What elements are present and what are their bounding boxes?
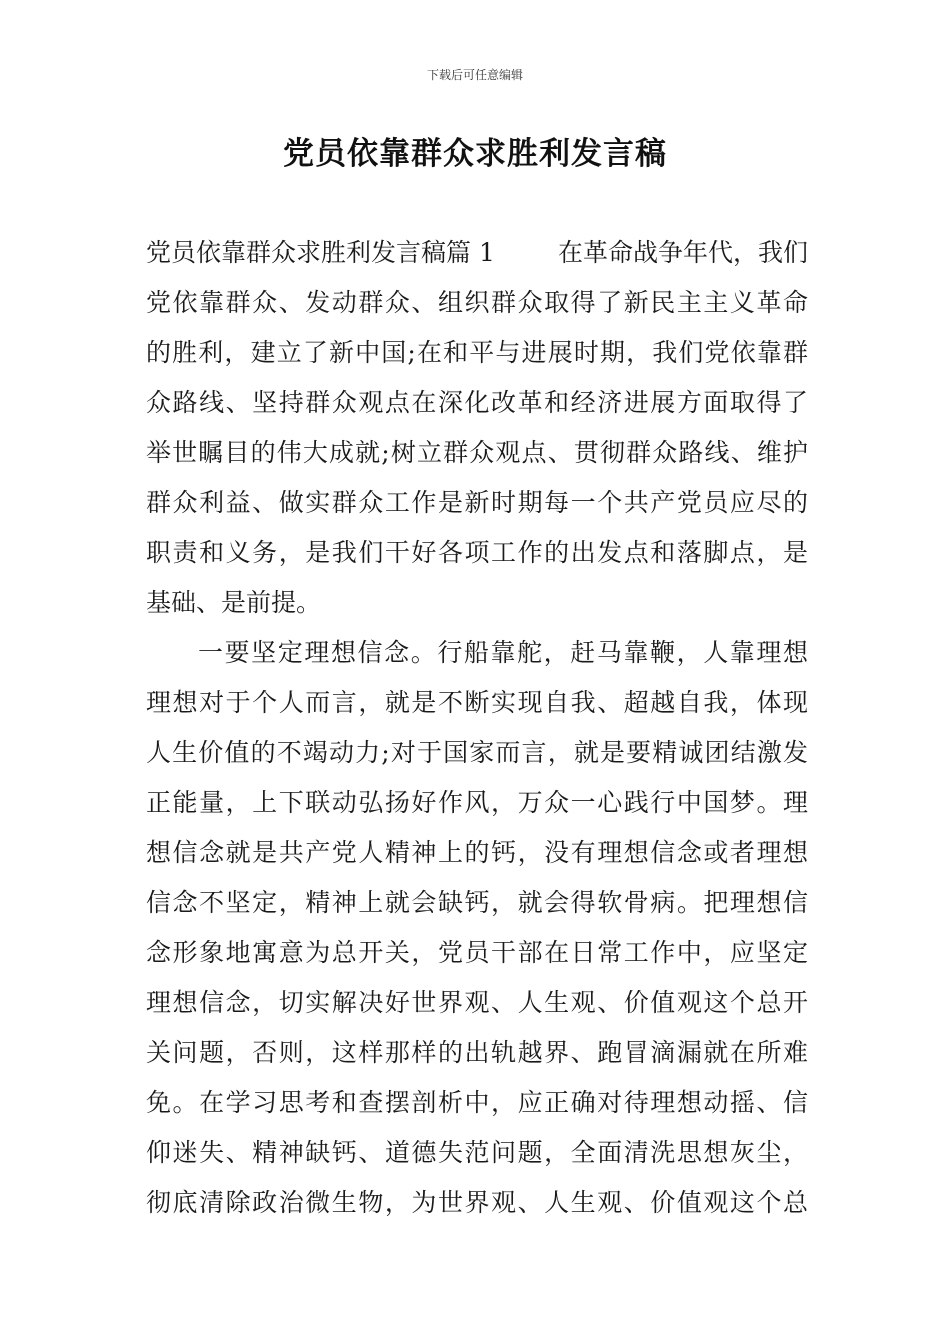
text-line: 想信念就是共产党人精神上的钙，没有理想信念或者理想 bbox=[146, 838, 810, 867]
text-line: 念形象地寓意为总开关，党员干部在日常工作中，应坚定 bbox=[146, 938, 810, 967]
text-line: 理想对于个人而言，就是不断实现自我、超越自我，体现 bbox=[146, 688, 810, 717]
text-line: 党依靠群众、发动群众、组织群众取得了新民主主义革命 bbox=[146, 288, 810, 317]
section-heading: 党员依靠群众求胜利发言稿篇 1 bbox=[146, 238, 495, 267]
text-line: 免。在学习思考和查摆剖析中，应正确对待理想动摇、信 bbox=[146, 1088, 810, 1117]
text-line: 仰迷失、精神缺钙、道德失范问题，全面清洗思想灰尘， bbox=[146, 1138, 810, 1167]
text-line: 理想信念，切实解决好世界观、人生观、价值观这个总开 bbox=[146, 988, 810, 1017]
text-line: 关问题，否则，这样那样的出轨越界、跑冒滴漏就在所难 bbox=[146, 1038, 810, 1067]
text-line: 职责和义务，是我们干好各项工作的出发点和落脚点，是 bbox=[146, 538, 810, 567]
text-line: 众路线、坚持群众观点在深化改革和经济进展方面取得了 bbox=[146, 388, 810, 417]
text-line: 信念不坚定，精神上就会缺钙，就会得软骨病。把理想信 bbox=[146, 888, 810, 917]
text-line: 彻底清除政治微生物，为世界观、人生观、价值观这个总 bbox=[146, 1188, 810, 1217]
text-line: 一要坚定理想信念。行船靠舵，赶马靠鞭，人靠理想 bbox=[198, 638, 810, 667]
document-body bbox=[146, 228, 808, 1228]
text-line: 基础、是前提。 bbox=[146, 588, 322, 617]
paragraph-2 bbox=[146, 628, 808, 1228]
document-title: 党员依靠群众求胜利发言稿 bbox=[283, 136, 667, 172]
paragraph-1 bbox=[146, 228, 808, 628]
text-line: 举世瞩目的伟大成就;树立群众观点、贯彻群众路线、维护 bbox=[146, 438, 810, 467]
text-line: 正能量，上下联动弘扬好作风，万众一心践行中国梦。理 bbox=[146, 788, 810, 817]
text-line: 群众利益、做实群众工作是新时期每一个共产党员应尽的 bbox=[146, 488, 810, 517]
text-line: 人生价值的不竭动力;对于国家而言，就是要精诚团结激发 bbox=[146, 738, 810, 767]
paragraph-1-line-1-tail: 在革命战争年代，我们 bbox=[557, 238, 808, 267]
header-note: 下载后可任意编辑 bbox=[426, 68, 523, 82]
text-line: 的胜利，建立了新中国;在和平与进展时期，我们党依靠群 bbox=[146, 338, 810, 367]
paragraph-1-line-1 bbox=[146, 228, 808, 278]
